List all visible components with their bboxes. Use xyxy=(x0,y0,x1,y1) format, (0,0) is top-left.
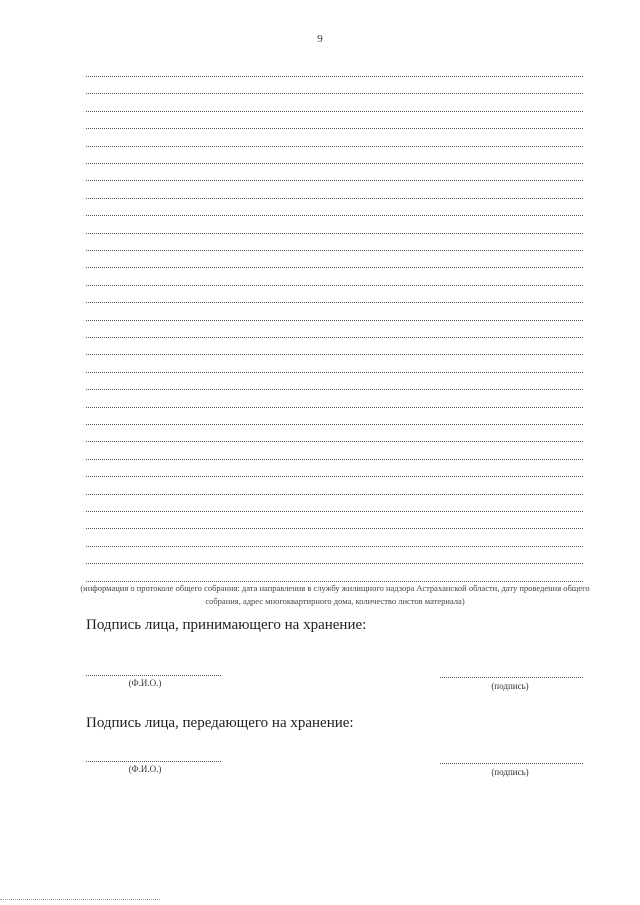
writing-line[interactable] xyxy=(86,528,583,529)
writing-line[interactable] xyxy=(86,250,583,251)
form-caption: (информация о протоколе общего собрания: дата направления в службу жилищного надзора Астраханской области, дату проведения общего собрания, адрес многоквартирного дома, количество листов материала) xyxy=(80,583,590,606)
writing-line[interactable] xyxy=(86,372,583,373)
writing-line[interactable] xyxy=(86,354,583,355)
writing-line[interactable] xyxy=(86,441,583,442)
writing-line[interactable] xyxy=(86,546,583,547)
writing-line[interactable] xyxy=(86,180,583,181)
writing-line[interactable] xyxy=(86,494,583,495)
writing-line[interactable] xyxy=(86,563,583,564)
writing-line[interactable] xyxy=(86,215,583,216)
writing-line[interactable] xyxy=(86,337,583,338)
receiver-fio-line[interactable] xyxy=(86,675,221,676)
writing-line[interactable] xyxy=(86,267,583,268)
receiver-signature-label: (подпись) xyxy=(491,681,529,691)
receiver-fio-label: (Ф.И.О.) xyxy=(128,678,162,688)
bottom-dotted-edge xyxy=(0,899,160,900)
transferor-fio-line[interactable] xyxy=(86,761,221,762)
writing-line[interactable] xyxy=(86,320,583,321)
writing-line[interactable] xyxy=(86,285,583,286)
writing-line[interactable] xyxy=(86,407,583,408)
writing-line[interactable] xyxy=(86,389,583,390)
writing-line[interactable] xyxy=(86,128,583,129)
transferor-heading: Подпись лица, передающего на хранение: xyxy=(86,715,354,731)
writing-line[interactable] xyxy=(86,233,583,234)
writing-line[interactable] xyxy=(86,93,583,94)
transferor-signature-label: (подпись) xyxy=(491,767,529,777)
receiver-heading: Подпись лица, принимающего на хранение: xyxy=(86,617,367,633)
transferor-signature-line[interactable] xyxy=(440,763,583,764)
writing-line[interactable] xyxy=(86,163,583,164)
page-number: 9 xyxy=(317,33,323,45)
writing-line[interactable] xyxy=(86,111,583,112)
writing-line[interactable] xyxy=(86,198,583,199)
writing-line[interactable] xyxy=(86,146,583,147)
writing-line[interactable] xyxy=(86,459,583,460)
receiver-signature-line[interactable] xyxy=(440,677,583,678)
transferor-fio-label: (Ф.И.О.) xyxy=(128,764,162,774)
writing-line[interactable] xyxy=(86,424,583,425)
writing-line[interactable] xyxy=(86,76,583,77)
writing-line[interactable] xyxy=(86,476,583,477)
writing-line[interactable] xyxy=(86,511,583,512)
writing-line[interactable] xyxy=(86,302,583,303)
